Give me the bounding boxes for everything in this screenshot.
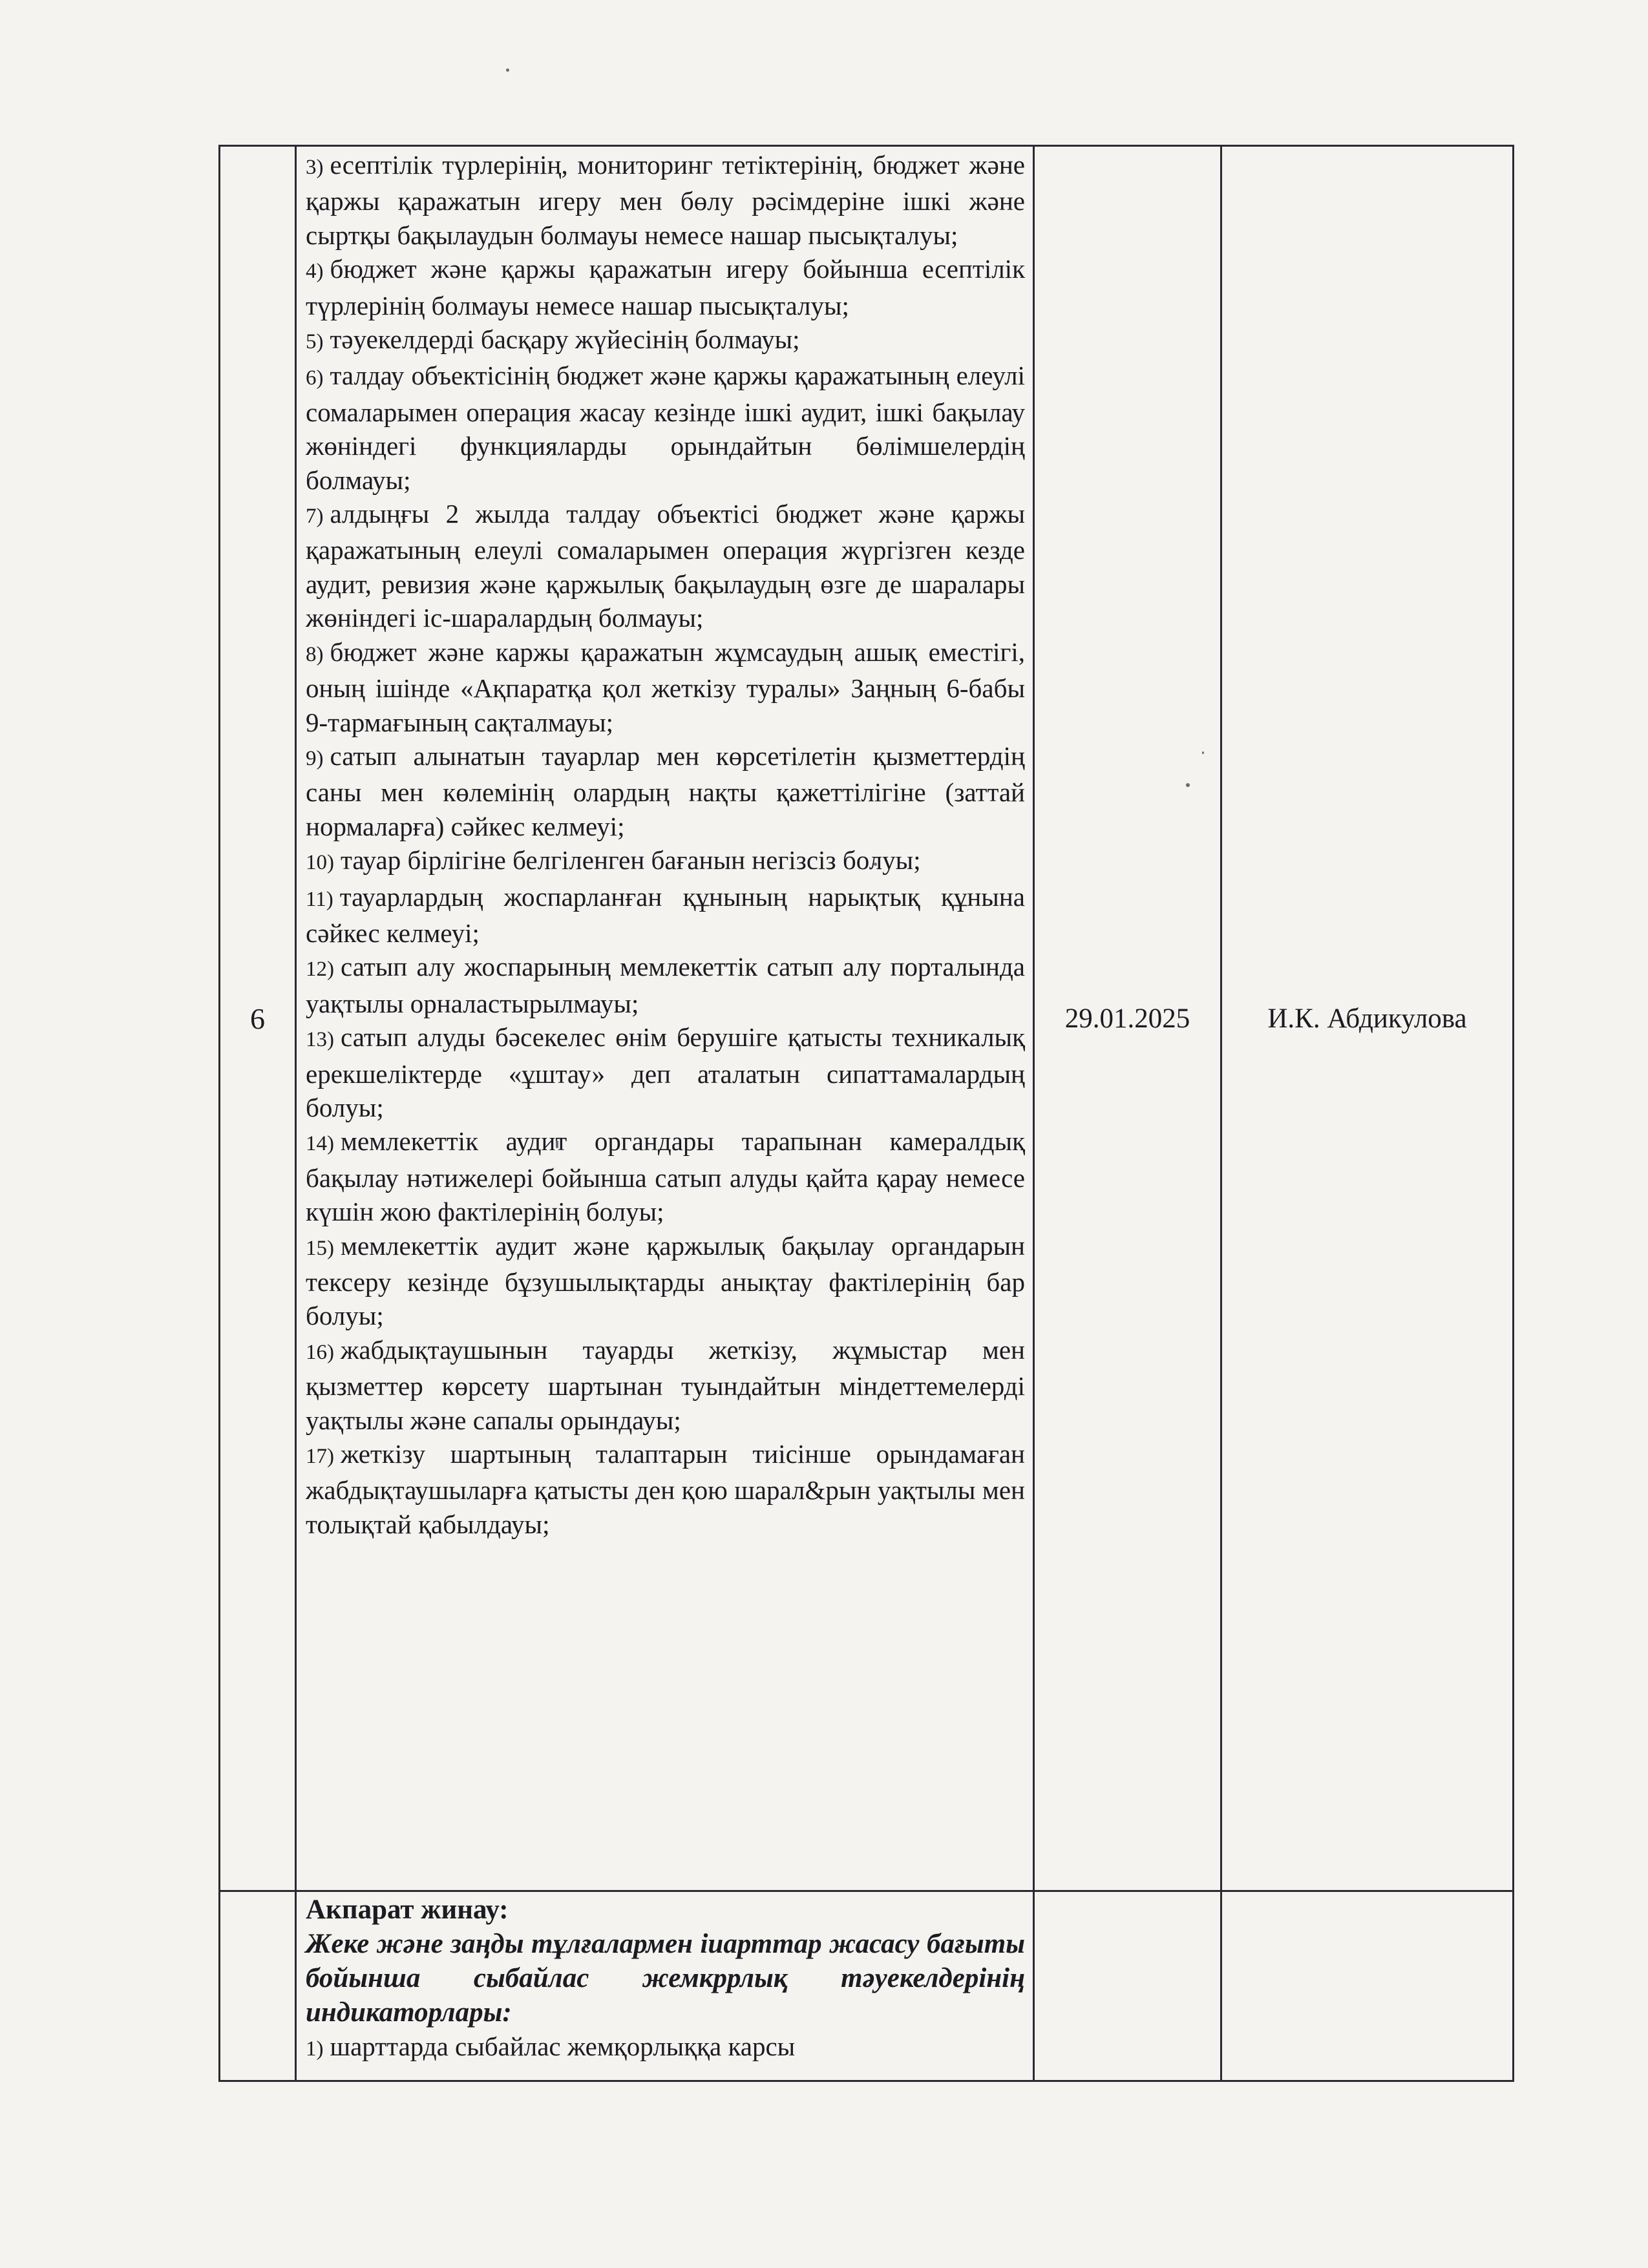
item-number: 9) <box>306 746 324 770</box>
item-text: есептілік түрлерінің, мониторинг тетіктерінің, бюджет және қаржы қаражатын игеру мен бөлу рәсімдеріне ішкі және сыртқы бақылаудын болмауы немесе нашар пысықталуы; <box>306 150 1025 250</box>
table-row <box>220 146 1514 1891</box>
list-item <box>306 880 1025 950</box>
item-number: 3) <box>306 156 324 179</box>
item-number: 14) <box>306 1132 334 1156</box>
list-item <box>306 1229 1025 1333</box>
item-number: 15) <box>306 1236 334 1260</box>
item-text: тәуекелдерді басқару жүйесінің болмауы; <box>330 324 800 355</box>
item-text: бюджет және қаржы қаражатын игеру бойынша есептілік түрлерінің болмауы немесе нашар пысықталуы; <box>306 254 1025 320</box>
list-item <box>306 322 1025 359</box>
item-number: 12) <box>306 958 334 982</box>
row-number-empty <box>220 1891 296 2081</box>
list-item <box>306 359 1025 497</box>
info-collection-cell <box>296 1891 1034 2081</box>
item-text: бюджет және каржы қаражатын жұмсаудың ашық еместігі, оның ішінде «Ақпаратқа қол жеткізу туралы» Заңның 6-бабы 9-тармағының сақталмауы; <box>306 636 1025 737</box>
list-item <box>306 739 1025 843</box>
item-text: мемлекеттік аудит органдары тарапынан камералдық бақылау нәтижелері бойынша сатып алуды қайта қарау немесе күшін жою фактілерінің болуы; <box>306 1126 1025 1227</box>
scan-speck <box>506 68 509 72</box>
date-cell-empty <box>1034 1891 1221 2081</box>
responsible-cell-empty <box>1221 1891 1514 2081</box>
item-text: талдау объектісінің бюджет және қаржы қаражатының елеулі сомаларымен операция жасау кезінде ішкі аудит, ішкі бақылау жөніндегі функцияларды орындайтын бөлімшелердің болмауы; <box>306 361 1025 495</box>
item-number: 1) <box>306 2037 324 2061</box>
item-number: 8) <box>306 642 324 666</box>
item-text: сатып алуды бәсекелес өнім берушіге қатысты техникалық ерекшеліктерде «ұштау» деп аталатын сипаттамалардың болуы; <box>306 1022 1025 1122</box>
item-text: сатып алу жоспарының мемлекеттік сатып алу порталында уақтылы орналастырылмауы; <box>306 952 1025 1018</box>
list-item <box>306 497 1025 635</box>
item-text: тауарлардың жоспарланған құнының нарықтық құнына сәйкес келмеуі; <box>306 881 1025 948</box>
list-item <box>306 2030 1025 2066</box>
responsible-cell: И.К. Абдикулова <box>1221 146 1514 1891</box>
item-number: 5) <box>306 330 324 354</box>
item-text: алдыңғы 2 жылда талдау объектісі бюджет және қаржы қаражатының елеулі сомаларымен операция жүргізген кезде аудит, ревизия және қаржылық бақылаудың өзге де шаралары жөніндегі іс-шаралардың болмауы; <box>306 499 1025 633</box>
list-item <box>306 1437 1025 1541</box>
list-item <box>306 843 1025 879</box>
item-number: 11) <box>306 887 333 911</box>
item-number: 4) <box>306 260 324 284</box>
item-text: мемлекеттік аудит және қаржылық бақылау органдарын тексеру кезінде бұзушылықтарды анықтау фактілерінің бар болуы; <box>306 1230 1025 1331</box>
list-item <box>306 1124 1025 1228</box>
item-text: жеткізу шартының талаптарын тиісінше орындамаған жабдықтаушыларға қатысты ден қою шарал&рын уақтылы мен толықтай қабылдауы; <box>306 1439 1025 1539</box>
section-heading: Акпарат жинау: <box>306 1895 509 1925</box>
date-cell: 29.01.2025 <box>1034 146 1221 1891</box>
risk-indicators-cell <box>296 146 1034 1891</box>
list-item <box>306 635 1025 739</box>
item-text: жабдықтаушынын тауарды жеткізу, жұмыстар мен қызметтер көрсету шартынан туындайтын міндеттемелерді уақтылы және сапалы орындауы; <box>306 1334 1025 1435</box>
item-number: 13) <box>306 1028 334 1052</box>
item-number: 6) <box>306 366 324 390</box>
item-number: 10) <box>306 851 334 875</box>
item-number: 7) <box>306 505 324 529</box>
list-item <box>306 148 1025 252</box>
item-number: 16) <box>306 1340 334 1364</box>
item-number: 17) <box>306 1445 334 1469</box>
risk-indicator-list <box>306 148 1025 1541</box>
list-item <box>306 1020 1025 1124</box>
row-number: 6 <box>220 146 296 1891</box>
list-item <box>306 252 1025 322</box>
item-text: тауар бірлігіне белгіленген бағанын негізсіз болуы; <box>341 845 921 876</box>
list-item <box>306 950 1025 1020</box>
section-subheading: Жеке және заңды тұлғалармен іиарттар жасасу бағыты бойынша сыбайлас жемкррлық тәуекелдерінің индикаторлары: <box>306 1929 1025 2028</box>
item-text: сатып алынатын тауарлар мен көрсетілетін қызметтердің саны мен көлемінің олардың нақты қажеттілігіне (заттай нормаларға) сәйкес келмеуі; <box>306 740 1025 841</box>
item-text: шарттарда сыбайлас жемқорлыққа карсы <box>330 2032 796 2061</box>
table-row <box>220 1891 1514 2081</box>
plan-table <box>218 145 1514 2082</box>
list-item <box>306 1333 1025 1437</box>
